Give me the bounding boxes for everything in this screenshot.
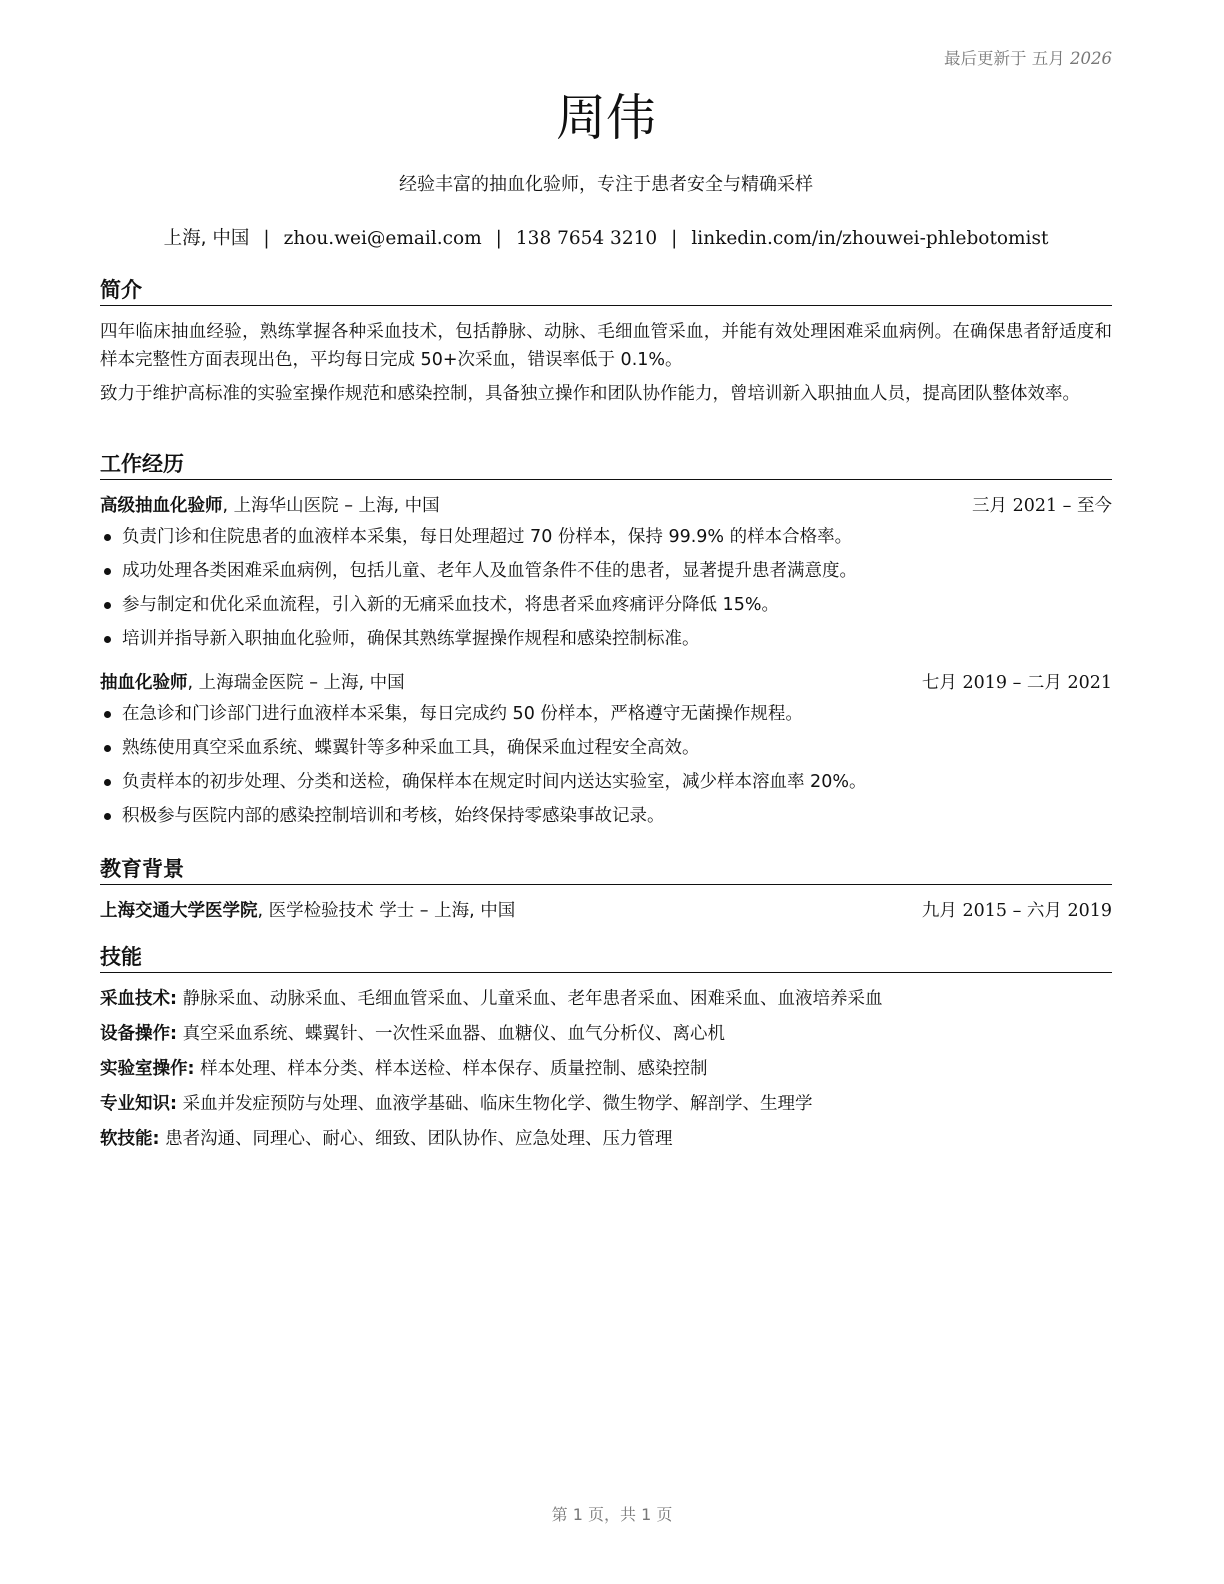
summary-paragraph: 四年临床抽血经验，熟练掌握各种采血技术，包括静脉、动脉、毛细血管采血，并能有效处理困难采血病例。在确保患者舒适度和样本完整性方面表现出色，平均每日完成 50+次采血，错误率低于 0.1%。 xyxy=(100,322,1112,371)
job-entry xyxy=(100,669,1112,833)
list-item: 负责样本的初步处理、分类和送检，确保样本在规定时间内送达实验室，减少样本溶血率 20%。 xyxy=(100,765,1112,799)
skill-value: 采血并发症预防与处理、血液学基础、临床生物化学、微生物学、解剖学、生理学 xyxy=(177,1094,813,1115)
last-updated-year: 2026 xyxy=(1070,49,1112,68)
job-bullets xyxy=(100,697,1112,833)
job-bullets xyxy=(100,520,1112,656)
skill-label: 采血技术: xyxy=(100,989,177,1010)
list-item: 参与制定和优化采血流程，引入新的无痛采血技术，将患者采血疼痛评分降低 15%。 xyxy=(100,588,1112,622)
skill-row xyxy=(100,1052,1112,1087)
job-dates: 三月 2021 – 至今 xyxy=(972,496,1112,517)
list-item: 熟练使用真空采血系统、蝶翼针等多种采血工具，确保采血过程安全高效。 xyxy=(100,731,1112,765)
skill-value: 真空采血系统、蝶翼针、一次性采血器、血糖仪、血气分析仪、离心机 xyxy=(177,1024,726,1045)
experience-section xyxy=(100,451,1112,833)
skill-row xyxy=(100,982,1112,1017)
skills-section xyxy=(100,944,1112,1157)
job-title: 高级抽血化验师 xyxy=(100,496,223,517)
education-heading: 教育背景 xyxy=(100,856,1112,885)
job-organization: , 上海瑞金医院 – 上海, 中国 xyxy=(187,673,405,694)
degree: , 医学检验技术 学士 – 上海, 中国 xyxy=(257,901,516,922)
contact-separator: | xyxy=(263,228,270,249)
list-item: 积极参与医院内部的感染控制培训和考核，始终保持零感染事故记录。 xyxy=(100,799,1112,833)
contact-location: 上海, 中国 xyxy=(163,228,250,249)
school-name: 上海交通大学医学院 xyxy=(100,901,258,922)
education-dates: 九月 2015 – 六月 2019 xyxy=(921,901,1112,922)
education-section xyxy=(100,856,1112,925)
contact-separator: | xyxy=(671,228,678,249)
job-dates: 七月 2019 – 二月 2021 xyxy=(921,673,1112,694)
list-item: 在急诊和门诊部门进行血液样本采集，每日完成约 50 份样本，严格遵守无菌操作规程。 xyxy=(100,697,1112,731)
skill-label: 实验室操作: xyxy=(100,1059,195,1080)
skill-label: 软技能: xyxy=(100,1129,160,1150)
contact-phone: 138 7654 3210 xyxy=(515,228,658,249)
skills-heading: 技能 xyxy=(100,944,1112,973)
list-item: 负责门诊和住院患者的血液样本采集，每日处理超过 70 份样本，保持 99.9% 的样本合格率。 xyxy=(100,520,1112,554)
job-entry xyxy=(100,492,1112,656)
tagline: 经验丰富的抽血化验师，专注于患者安全与精确采样 xyxy=(399,174,813,195)
skill-row xyxy=(100,1017,1112,1052)
skill-value: 患者沟通、同理心、耐心、细致、团队协作、应急处理、压力管理 xyxy=(159,1129,673,1150)
skill-value: 样本处理、样本分类、样本送检、样本保存、质量控制、感染控制 xyxy=(194,1059,708,1080)
job-organization: , 上海华山医院 – 上海, 中国 xyxy=(222,496,440,517)
contact-line xyxy=(100,224,1112,250)
list-item: 培训并指导新入职抽血化验师，确保其熟练掌握操作规程和感染控制标准。 xyxy=(100,622,1112,656)
education-entry xyxy=(100,897,1112,925)
skill-row xyxy=(100,1122,1112,1157)
summary-section xyxy=(100,277,1112,408)
skill-label: 专业知识: xyxy=(100,1094,177,1115)
summary-paragraph: 致力于维护高标准的实验室操作规范和感染控制，具备独立操作和团队协作能力，曾培训新入职抽血人员，提高团队整体效率。 xyxy=(100,384,1080,405)
last-updated xyxy=(944,45,1112,69)
job-title: 抽血化验师 xyxy=(100,673,188,694)
contact-linkedin[interactable]: linkedin.com/in/zhouwei-phlebotomist xyxy=(691,228,1049,249)
candidate-name: 周伟 xyxy=(556,89,656,147)
last-updated-label: 最后更新于 五月 xyxy=(944,49,1065,68)
page-number: 第 1 页，共 1 页 xyxy=(551,1505,673,1524)
contact-separator: | xyxy=(495,228,502,249)
contact-email[interactable]: zhou.wei@email.com xyxy=(283,228,482,249)
experience-heading: 工作经历 xyxy=(100,451,1112,480)
summary-heading: 简介 xyxy=(100,277,1112,306)
resume-page xyxy=(100,0,1112,1584)
job-header xyxy=(100,669,1112,697)
job-header xyxy=(100,492,1112,520)
skills-list xyxy=(100,982,1112,1157)
list-item: 成功处理各类困难采血病例，包括儿童、老年人及血管条件不佳的患者，显著提升患者满意度。 xyxy=(100,554,1112,588)
skill-label: 设备操作: xyxy=(100,1024,177,1045)
skill-value: 静脉采血、动脉采血、毛细血管采血、儿童采血、老年患者采血、困难采血、血液培养采血 xyxy=(177,989,883,1010)
skill-row xyxy=(100,1087,1112,1122)
